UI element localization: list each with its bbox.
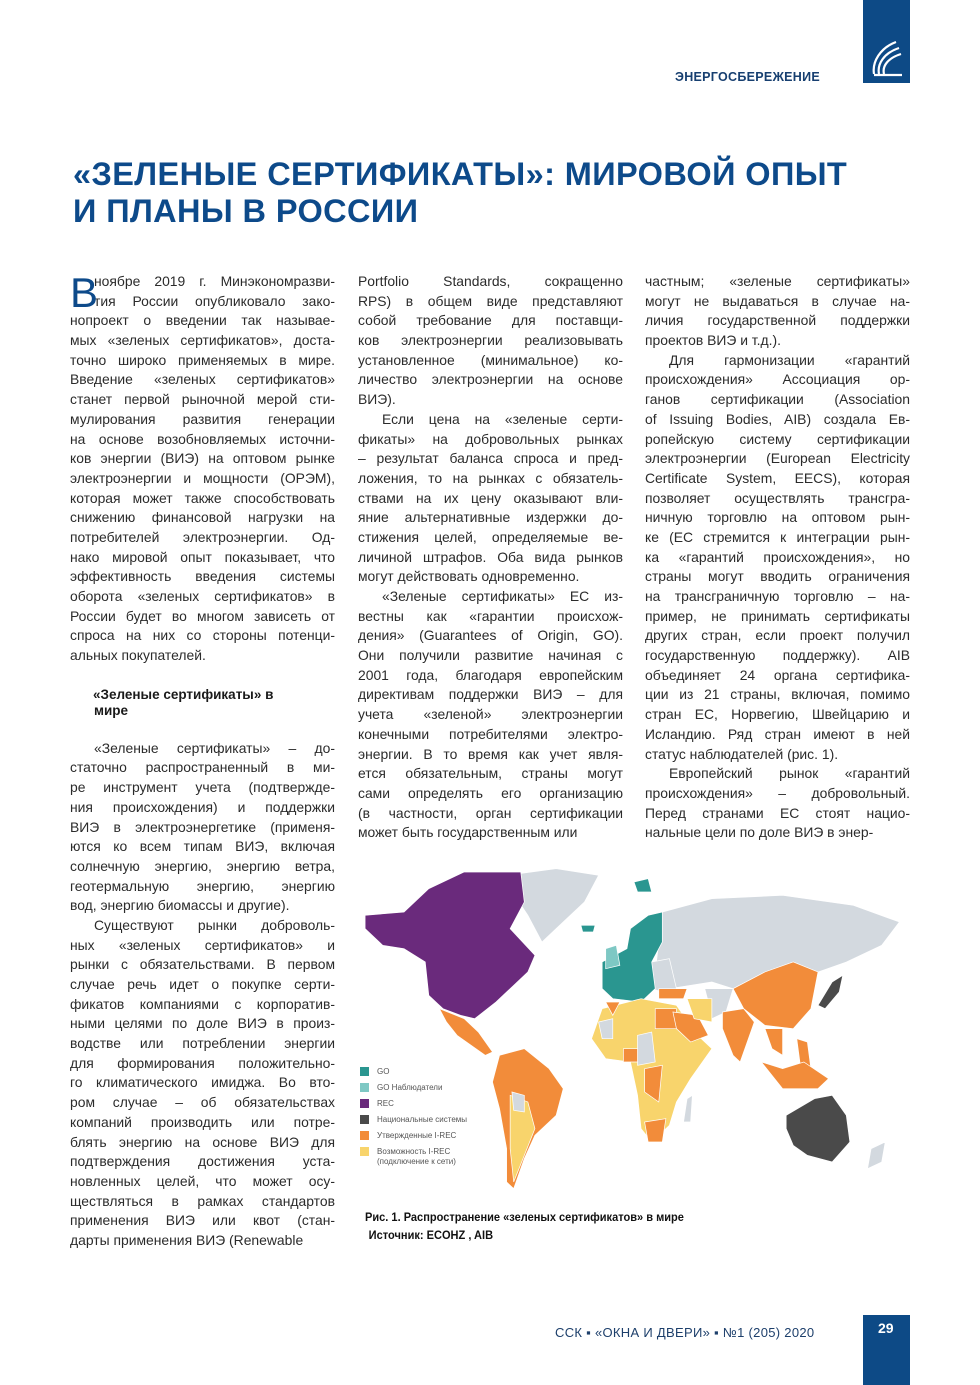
text-line: го климатического имиджа. Во вто- <box>70 1074 335 1091</box>
text-line: ков электроэнергии реализовывать <box>358 332 623 349</box>
text-line: фикаты» на добровольных рынках <box>358 430 623 447</box>
text-line: стижения целей, определяемые ве- <box>358 528 623 545</box>
text-line: личиной штрафов. Оба вида рынков <box>358 548 623 565</box>
text-line: тия России опубликовало зако- <box>94 292 335 309</box>
text-line: страны могут вводить ограничения <box>645 568 910 585</box>
text-line: дения» (Guarantees of Origin, GO). <box>358 627 623 644</box>
legend-label: GO <box>377 1067 390 1076</box>
text-line: государственную поддержку). AIB <box>645 647 910 664</box>
text-line: RPS) в общем виде представляют <box>358 292 623 309</box>
title-line-2: И ПЛАНЫ В РОССИИ <box>73 193 419 229</box>
paragraph <box>358 410 623 587</box>
paragraph <box>70 916 335 1251</box>
text-line: ВИЭ в электроэнергетике (применя- <box>70 818 335 835</box>
legend-label: GO Наблюдатели <box>377 1083 443 1092</box>
text-line: позволяет осуществлять трансгра- <box>645 489 910 506</box>
text-line: Если цена на «зеленые серти- <box>382 410 623 427</box>
column-3 <box>645 272 910 843</box>
text-line: ропейскую систему сертификации <box>645 430 910 447</box>
text-line: станет первой рыночной мерой сти- <box>70 391 335 408</box>
legend-swatch <box>360 1147 369 1156</box>
legend-label: REC <box>377 1099 394 1108</box>
text-line: ются ко всем типам ВИЭ, включая <box>70 838 335 855</box>
text-line: компаний производить или потре- <box>70 1113 335 1130</box>
text-line: на основе возобновляемых источни- <box>70 430 335 447</box>
text-line: ВИЭ). <box>358 391 396 408</box>
text-line: Введение «зеленых сертификатов» <box>70 371 335 388</box>
region-japan <box>818 975 843 1008</box>
text-line: снижению финансовой нагрузки на <box>70 509 335 526</box>
text-line: энергии. В то время как учет явля- <box>358 745 623 762</box>
region-australia <box>786 1095 850 1162</box>
text-line: оборота «зеленых сертификатов» в <box>70 588 335 604</box>
text-line: могут действовать одновременно. <box>358 568 580 585</box>
text-line: Исландию. Ряд стран имеют в ней <box>645 725 910 742</box>
text-line: ществляться в рамках стандартов <box>70 1192 335 1209</box>
text-line: сами определять его организацию <box>358 784 623 801</box>
text-line: применения ВИЭ или квот (стан- <box>70 1212 335 1229</box>
column-2 <box>358 272 623 843</box>
text-line: рынки с обязательствами. В первом <box>70 956 335 973</box>
text-line: подтверждения достижения уста- <box>70 1153 335 1170</box>
drop-cap: В <box>70 269 99 316</box>
subheading-line: «Зеленые сертификаты» в <box>93 686 274 702</box>
text-line: конечными потребителями электро- <box>358 725 623 742</box>
region-madagascar <box>684 1095 693 1122</box>
text-line: 2001 года, благодаря европейским <box>358 666 623 683</box>
text-line: может быть государственным или <box>358 824 578 841</box>
region-southeast-asia <box>765 1029 783 1056</box>
text-line: «Зеленые сертификаты» ЕС из- <box>382 588 623 604</box>
article-title <box>73 156 847 230</box>
region-egypt <box>655 1009 676 1029</box>
text-line: ничную торговлю на оптовом рын- <box>645 509 910 526</box>
legend-swatch <box>360 1067 369 1076</box>
text-line: ка «гарантий происхождения», но <box>645 548 910 565</box>
legend-label: Утвержденные I-REC <box>377 1131 457 1140</box>
text-line: блять энергию на основе ВИЭ для <box>70 1133 335 1150</box>
text-line: «Зеленые сертификаты» – до- <box>94 739 335 756</box>
paragraph <box>358 272 623 410</box>
section-label: ЭНЕРГОСБЕРЕЖЕНИЕ <box>675 70 821 84</box>
legend-item <box>360 1067 472 1083</box>
paragraph <box>70 739 335 916</box>
text-line: точно широко применяемых в мире. <box>70 351 335 368</box>
text-line: стран ЕС, Норвегию, Швейцарию и <box>645 706 910 723</box>
text-line: ганов сертификации (Association <box>645 391 910 408</box>
text-line: электроэнергии и мощности (ОРЭМ), <box>70 469 335 486</box>
text-line: для формирования положительно- <box>70 1054 335 1071</box>
text-line: яние альтернативные издержки до- <box>358 509 623 526</box>
legend-swatch <box>360 1083 369 1092</box>
text-line: потребителей электроэнергии. Од- <box>70 528 335 545</box>
text-line: of Issuing Bodies, AIB) создала Ев- <box>645 410 910 427</box>
region-uk <box>606 945 620 968</box>
text-line: дарты применения ВИЭ (Renewable <box>70 1231 304 1248</box>
text-line: мулирования развития генерации <box>70 410 335 427</box>
text-line: других стран, если проект получил <box>645 627 910 644</box>
text-line: Перед странами ЕС стоят нацио- <box>645 804 910 821</box>
text-line: ноябре 2019 г. Минэкономразви- <box>94 273 335 289</box>
legend-item <box>360 1131 472 1147</box>
text-line: директивам поддержки ВИЭ – для <box>358 686 623 703</box>
text-line: ных «зеленых сертификатов» и <box>70 936 335 953</box>
text-line: которая может также способствовать <box>70 489 335 506</box>
text-line: мых «зеленых сертификатов», доста- <box>70 332 335 349</box>
text-line: ния происхождения) и поддержки <box>70 798 335 815</box>
text-line: личество электроэнергии на основе <box>358 371 623 388</box>
text-line: ков энергии (ВИЭ) на оптовом рынке <box>70 450 335 467</box>
region-north-america <box>365 872 535 1019</box>
text-line: учета «зеленой» электроэнергии <box>358 706 623 723</box>
subheading-line: мире <box>94 702 129 718</box>
text-line: ствами на их цену оказывают вли- <box>358 489 623 506</box>
text-line: Portfolio Standards, сокращенно <box>358 273 623 289</box>
text-line: частным; «зеленые сертификаты» <box>645 273 910 289</box>
text-line: пример, не принимать сертификаты <box>645 607 910 624</box>
legend-item <box>360 1147 472 1166</box>
text-line: могут не выдаваться в случае на- <box>645 292 910 309</box>
text-line: нопроект о введении так называе- <box>70 312 335 329</box>
text-line: ре инструмент учета (подтвержде- <box>70 779 335 796</box>
title-line-1: «ЗЕЛЕНЫЕ СЕРТИФИКАТЫ»: МИРОВОЙ ОПЫТ <box>73 156 848 192</box>
legend-item <box>360 1115 472 1131</box>
text-line: альных покупателей. <box>70 647 206 664</box>
text-line: Для гармонизации «гарантий <box>669 351 910 368</box>
text-line: новленных целей, что может осу- <box>70 1172 335 1189</box>
legend-item <box>360 1083 472 1099</box>
text-line: объединяет 24 органа сертифика- <box>645 666 910 683</box>
text-line: Certificate System, EECS), которая <box>645 469 910 486</box>
paragraph <box>645 351 910 764</box>
text-line: Европейский рынок «гарантий <box>669 765 910 782</box>
map-legend <box>360 1067 472 1166</box>
legend-label: Национальные системы <box>377 1115 468 1124</box>
text-line: проектов ВИЭ и т.д.). <box>645 332 781 349</box>
text-line: ными целями по доле ВИЭ в произ- <box>70 1015 335 1032</box>
text-line: Они получили развитие начиная с <box>358 647 623 664</box>
text-line: ром случае – об обязательствах <box>70 1094 335 1111</box>
text-line: фикатов компаниями с корпоратив- <box>70 995 335 1012</box>
text-line: водстве или потреблении энергии <box>70 1035 335 1052</box>
figure-caption <box>365 1208 684 1244</box>
figure-world-map <box>358 862 910 1192</box>
text-line: на трансграничную торговлю – на- <box>645 588 910 604</box>
text-line: статус наблюдателей (рис. 1). <box>645 745 839 762</box>
subheading <box>70 687 335 719</box>
page-number: 29 <box>878 1320 894 1336</box>
region-svalbard <box>634 879 652 892</box>
text-line: происхождения» Ассоциация ор- <box>645 371 910 388</box>
region-nigeria <box>623 1049 637 1062</box>
column-1 <box>70 269 335 1251</box>
region-south-africa <box>645 1119 666 1142</box>
text-line: солнечную энергию, энергию ветра, <box>70 857 335 874</box>
text-line: эффективность введения системы <box>70 568 335 585</box>
region-bolivia <box>512 1092 524 1112</box>
text-line: установленное (минимальное) ко- <box>358 351 623 368</box>
legend-swatch <box>360 1115 369 1124</box>
text-line: (в частности, орган сертификации <box>358 804 623 821</box>
text-line: спроса на них со стороны потенци- <box>70 627 335 644</box>
text-line: – результат баланса спроса и пред- <box>358 450 623 467</box>
paragraph <box>358 587 623 843</box>
region-india <box>722 1009 754 1062</box>
caption-source: Источник: ECOHZ , AIB <box>368 1228 494 1242</box>
text-line: электроэнергии (European Electricity <box>645 450 910 467</box>
text-line: собой требование для поставщи- <box>358 312 623 329</box>
text-line: нако мировой опыт показывает, что <box>70 548 335 565</box>
legend-swatch <box>360 1099 369 1108</box>
text-line: ции из 21 страны, включая, помимо <box>645 686 910 703</box>
region-new-zealand <box>868 1142 886 1169</box>
text-line: ке (ЕС стремится к интеграции рын- <box>645 528 910 545</box>
text-line: личия государственной поддержки <box>645 312 910 329</box>
text-line: России будет во многом зависеть от <box>70 607 335 624</box>
legend-swatch <box>360 1131 369 1140</box>
magazine-logo-icon <box>866 34 906 78</box>
region-iceland <box>581 925 595 932</box>
region-turkey <box>659 989 687 999</box>
footer-publication: ССК ▪ «ОКНА И ДВЕРИ» ▪ №1 (205) 2020 <box>555 1325 815 1340</box>
legend-item <box>360 1099 472 1115</box>
caption-title: Рис. 1. Распространение «зеленых сертификатов» в мире <box>365 1210 684 1224</box>
paragraph <box>645 764 910 843</box>
text-line: нальные цели по доле ВИЭ в энер- <box>645 824 874 841</box>
text-line: геотермальную энергию, энергию <box>70 877 335 894</box>
text-line: ложения, то на рынках с обязатель- <box>358 469 623 486</box>
text-line: ется обязательным, страны могут <box>358 765 623 782</box>
text-line: случае речь идет о покупке серти- <box>70 976 335 992</box>
text-line: Существуют рынки доброволь- <box>94 916 335 933</box>
paragraph <box>645 272 910 351</box>
region-indonesia <box>761 1062 828 1089</box>
region-central-africa <box>638 1032 656 1065</box>
text-line: происхождения» – добровольный. <box>645 784 910 801</box>
paragraph <box>70 269 335 666</box>
legend-label: Возможность I-REC (подключение к сети) <box>377 1147 456 1166</box>
text-line: вод, энергию биомассы и другие). <box>70 897 290 914</box>
text-line: вестны как «гарантии происхож- <box>358 607 623 624</box>
text-line: статочно распространенный в ми- <box>70 759 335 776</box>
